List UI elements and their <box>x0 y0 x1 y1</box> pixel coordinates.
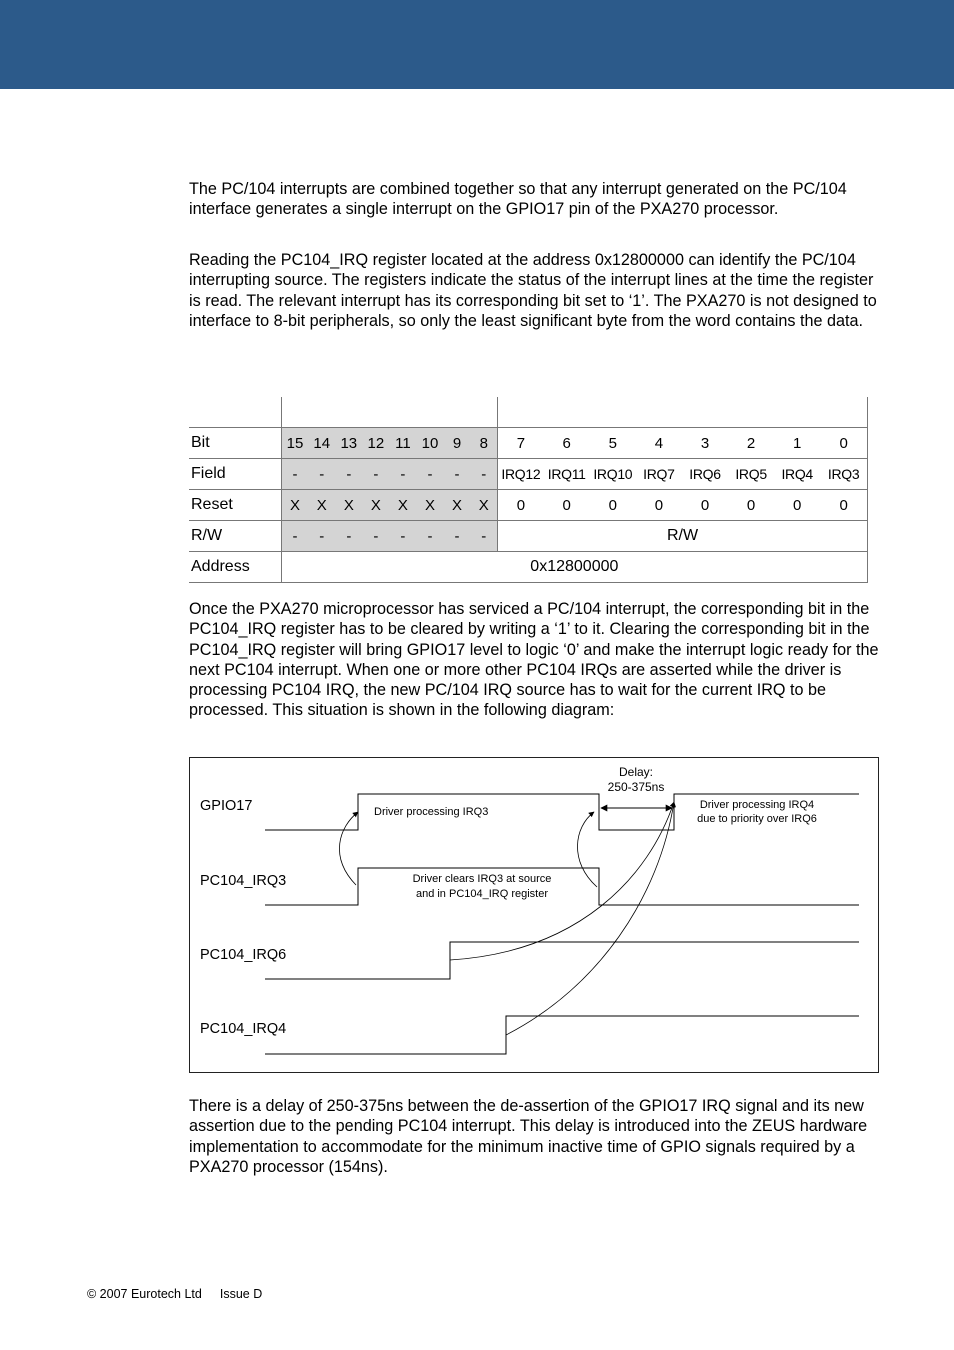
table-row <box>189 521 868 552</box>
rw-cell: - <box>335 521 362 552</box>
register-table <box>189 397 868 583</box>
footer-issue: Issue D <box>219 1287 263 1301</box>
reset-cell: 0 <box>728 490 774 521</box>
bit-cell: 12 <box>362 428 389 459</box>
bit-cell: 7 <box>498 428 544 459</box>
rw-cell: - <box>416 521 443 552</box>
bit-cell: 1 <box>774 428 820 459</box>
row-label-address: Address <box>189 552 281 583</box>
bit-cell: 6 <box>544 428 590 459</box>
annotation-driver-clears-register: and in PC104_IRQ register <box>415 888 549 900</box>
pc104-irq6-waveform <box>265 942 859 979</box>
field-cell: - <box>362 459 389 490</box>
field-cell: - <box>471 459 498 490</box>
header-band <box>0 0 954 89</box>
arrow-clear-to-gpio <box>577 812 597 887</box>
bit-cell: 11 <box>389 428 416 459</box>
bit-cell: 3 <box>682 428 728 459</box>
paragraph-interrupts-intro: The PC/104 interrupts are combined together so that any interrupt generated on the PC/104 interface generates a single interrupt on the GPIO17 pin of the PXA270 processor. <box>189 180 847 219</box>
reset-cell: X <box>471 490 498 521</box>
rw-cell: - <box>362 521 389 552</box>
reset-cell: X <box>335 490 362 521</box>
table-row <box>189 459 868 490</box>
reset-cell: 0 <box>590 490 636 521</box>
reset-cell: X <box>416 490 443 521</box>
bit-cell: 8 <box>471 428 498 459</box>
row-label-reset: Reset <box>189 490 281 521</box>
bit-cell: 2 <box>728 428 774 459</box>
reset-cell: 0 <box>498 490 544 521</box>
rw-cell: - <box>443 521 470 552</box>
annotation-delay: Delay: <box>618 765 654 779</box>
table-row <box>189 490 868 521</box>
bit-cell: 13 <box>335 428 362 459</box>
bit-cell: 10 <box>416 428 443 459</box>
table-row <box>189 428 868 459</box>
annotation-driver-irq4-priority: due to priority over IRQ6 <box>697 813 817 825</box>
paragraph-clear-irq: Once the PXA270 microprocessor has serviced a PC/104 interrupt, the corresponding bit in the PC104_IRQ register has to be cleared by writing a ‘1’ to it. Clearing the corresponding bit in the PC104_IRQ register will bring GPIO17 level to logic ‘0’ and make the interrupt logic ready for the next PC104 interrupt. When one or more other PC104 IRQs are asserted while the driver is processing PC104 IRQ, the new PC/104 IRQ source has to wait for the current IRQ to be processed. This situation is shown in the following diagram: <box>189 600 879 720</box>
reset-cell: 0 <box>820 490 867 521</box>
row-label-field: Field <box>189 459 281 490</box>
reset-cell: X <box>443 490 470 521</box>
field-cell: IRQ10 <box>590 459 636 490</box>
bit-cell: 0 <box>820 428 867 459</box>
paragraph-register-read: Reading the PC104_IRQ register located at the address 0x12800000 can identify the PC/104 interrupting source. The registers indicate the status of the interrupt lines at the time the register is read. The relevant interrupt has its corresponding bit set to ‘1’. The PXA270 is not designed to interface to 8-bit peripherals, so only the least significant byte from the word contains the data. <box>189 251 877 330</box>
arrow-irq4-to-gpio <box>506 802 674 1035</box>
annotation-delay-value: 250-375ns <box>607 780 665 794</box>
field-cell: IRQ12 <box>498 459 544 490</box>
reset-cell: 0 <box>774 490 820 521</box>
row-label-bit: Bit <box>189 428 281 459</box>
table-row <box>189 552 868 583</box>
rw-cell: - <box>308 521 335 552</box>
annotation-driver-irq4: Driver processing IRQ4 <box>699 799 815 811</box>
reset-cell: 0 <box>636 490 682 521</box>
field-cell: IRQ3 <box>820 459 867 490</box>
bit-cell: 9 <box>443 428 470 459</box>
table-header-row <box>189 397 868 428</box>
reset-cell: X <box>281 490 308 521</box>
signal-label-pc104-irq4: PC104_IRQ4 <box>200 1021 287 1037</box>
timing-diagram <box>189 757 879 1073</box>
reset-cell: X <box>362 490 389 521</box>
signal-label-gpio17: GPIO17 <box>200 798 253 814</box>
pc104-irq3-waveform <box>265 868 859 905</box>
field-cell: - <box>416 459 443 490</box>
field-cell: - <box>335 459 362 490</box>
rw-cell: - <box>281 521 308 552</box>
bit-cell: 5 <box>590 428 636 459</box>
field-cell: IRQ4 <box>774 459 820 490</box>
reset-cell: X <box>308 490 335 521</box>
field-cell: IRQ5 <box>728 459 774 490</box>
bit-cell: 4 <box>636 428 682 459</box>
bit-cell: 14 <box>308 428 335 459</box>
footer-copyright: © 2007 Eurotech Ltd <box>87 1287 202 1301</box>
arrow-irq3-to-gpio <box>339 812 358 885</box>
field-cell: IRQ7 <box>636 459 682 490</box>
field-cell: IRQ11 <box>544 459 590 490</box>
field-cell: - <box>308 459 335 490</box>
annotation-driver-irq3: Driver processing IRQ3 <box>374 806 489 818</box>
annotation-driver-clears: Driver clears IRQ3 at source <box>412 873 552 885</box>
pc104-irq4-waveform <box>265 1016 859 1054</box>
signal-label-pc104-irq3: PC104_IRQ3 <box>200 873 287 889</box>
signal-label-pc104-irq6: PC104_IRQ6 <box>200 947 287 963</box>
row-label-rw: R/W <box>189 521 281 552</box>
page-footer <box>87 1287 280 1301</box>
field-cell: - <box>389 459 416 490</box>
reset-cell: X <box>389 490 416 521</box>
paragraph-delay: There is a delay of 250-375ns between the de-assertion of the GPIO17 IRQ signal and its new assertion due to the pending PC104 interrupt. This delay is introduced into the ZEUS hardware implementation to accommodate for the minimum inactive time of GPIO signals required by a PXA270 processor (154ns). <box>189 1097 868 1176</box>
bit-cell: 15 <box>281 428 308 459</box>
rw-cell: - <box>471 521 498 552</box>
rw-cell: - <box>389 521 416 552</box>
reset-cell: 0 <box>544 490 590 521</box>
rw-cell: R/W <box>498 521 868 552</box>
field-cell: IRQ6 <box>682 459 728 490</box>
address-value: 0x12800000 <box>281 552 867 583</box>
field-cell: - <box>443 459 470 490</box>
reset-cell: 0 <box>682 490 728 521</box>
field-cell: - <box>281 459 308 490</box>
